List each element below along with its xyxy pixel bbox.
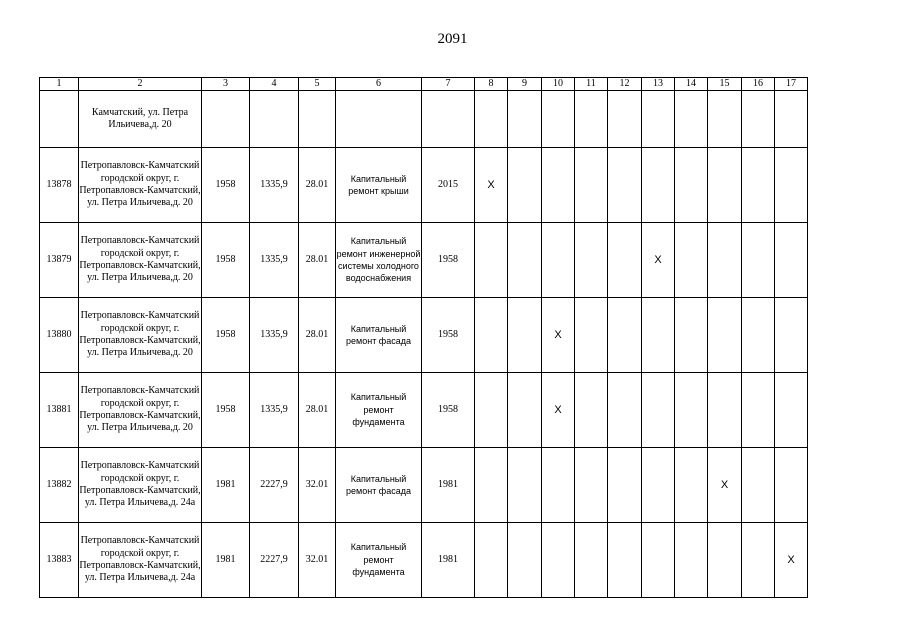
mark-cell bbox=[575, 448, 608, 523]
mark-cell bbox=[775, 298, 808, 373]
column-header: 2 bbox=[79, 78, 202, 91]
id-cell: 13881 bbox=[40, 373, 79, 448]
year-cell: 1958 bbox=[202, 223, 250, 298]
mark-cell bbox=[542, 448, 575, 523]
mark-cell bbox=[575, 298, 608, 373]
id-cell: 13883 bbox=[40, 523, 79, 598]
mark-cell: X bbox=[542, 298, 575, 373]
code-cell: 28.01 bbox=[299, 223, 336, 298]
mark-cell bbox=[742, 148, 775, 223]
table-row bbox=[40, 223, 808, 298]
id-cell: 13878 bbox=[40, 148, 79, 223]
mark-cell bbox=[742, 373, 775, 448]
mark-cell bbox=[708, 298, 742, 373]
mark-cell bbox=[475, 448, 508, 523]
mark-cell bbox=[575, 148, 608, 223]
address-cell: Петропавловск-Камчатский городской округ, г. Петропавловск-Камчатский, ул. Петра Ильичева,д. 24а bbox=[79, 523, 202, 598]
column-header: 12 bbox=[608, 78, 642, 91]
address-cell: Петропавловск-Камчатский городской округ, г. Петропавловск-Камчатский, ул. Петра Ильичева,д. 20 bbox=[79, 298, 202, 373]
year-cell: 1958 bbox=[202, 148, 250, 223]
plan-year-cell: 1981 bbox=[422, 448, 475, 523]
mark-cell bbox=[475, 298, 508, 373]
area-cell: 2227,9 bbox=[250, 523, 299, 598]
id-cell: 13882 bbox=[40, 448, 79, 523]
plan-year-cell: 1958 bbox=[422, 373, 475, 448]
area-cell: 2227,9 bbox=[250, 448, 299, 523]
mark-cell bbox=[608, 373, 642, 448]
area-cell: 1335,9 bbox=[250, 223, 299, 298]
mark-cell bbox=[742, 298, 775, 373]
column-header: 6 bbox=[336, 78, 422, 91]
mark-cell bbox=[775, 223, 808, 298]
column-header: 7 bbox=[422, 78, 475, 91]
mark-cell bbox=[675, 223, 708, 298]
year-cell: 1981 bbox=[202, 448, 250, 523]
table-row bbox=[40, 148, 808, 223]
mark-cell bbox=[608, 223, 642, 298]
mark-cell bbox=[742, 523, 775, 598]
mark-cell bbox=[675, 373, 708, 448]
mark-cell bbox=[542, 523, 575, 598]
continued-row bbox=[40, 91, 808, 148]
mark-cell bbox=[708, 523, 742, 598]
mark-cell bbox=[542, 148, 575, 223]
mark-cell bbox=[542, 223, 575, 298]
column-header: 15 bbox=[708, 78, 742, 91]
work-cell: Капитальный ремонт крыши bbox=[336, 148, 422, 223]
address-cell: Петропавловск-Камчатский городской округ, г. Петропавловск-Камчатский, ул. Петра Ильичева,д. 20 bbox=[79, 148, 202, 223]
mark-cell bbox=[508, 373, 542, 448]
mark-cell bbox=[508, 148, 542, 223]
plan-year-cell: 2015 bbox=[422, 148, 475, 223]
code-cell: 32.01 bbox=[299, 448, 336, 523]
code-cell: 28.01 bbox=[299, 373, 336, 448]
column-header: 3 bbox=[202, 78, 250, 91]
mark-cell bbox=[642, 448, 675, 523]
mark-cell bbox=[742, 448, 775, 523]
header-row bbox=[40, 78, 808, 91]
mark-cell bbox=[642, 523, 675, 598]
code-cell: 32.01 bbox=[299, 523, 336, 598]
column-header: 17 bbox=[775, 78, 808, 91]
address-cell: Петропавловск-Камчатский городской округ, г. Петропавловск-Камчатский, ул. Петра Ильичева,д. 24а bbox=[79, 448, 202, 523]
column-header: 11 bbox=[575, 78, 608, 91]
mark-cell bbox=[608, 298, 642, 373]
mark-cell bbox=[742, 223, 775, 298]
plan-year-cell: 1958 bbox=[422, 298, 475, 373]
id-cell: 13880 bbox=[40, 298, 79, 373]
column-header: 14 bbox=[675, 78, 708, 91]
mark-cell: X bbox=[642, 223, 675, 298]
mark-cell: X bbox=[475, 148, 508, 223]
table-row bbox=[40, 523, 808, 598]
table-row bbox=[40, 373, 808, 448]
plan-year-cell: 1981 bbox=[422, 523, 475, 598]
address-cell: Камчатский, ул. Петра Ильичева,д. 20 bbox=[79, 91, 202, 148]
work-cell: Капитальный ремонт фундамента bbox=[336, 373, 422, 448]
mark-cell: X bbox=[542, 373, 575, 448]
mark-cell bbox=[775, 373, 808, 448]
area-cell: 1335,9 bbox=[250, 298, 299, 373]
mark-cell bbox=[508, 223, 542, 298]
work-cell: Капитальный ремонт инженерной системы холодного водоснабжения bbox=[336, 223, 422, 298]
column-header: 9 bbox=[508, 78, 542, 91]
plan-year-cell: 1958 bbox=[422, 223, 475, 298]
mark-cell bbox=[675, 298, 708, 373]
page-number: 2091 bbox=[437, 31, 468, 47]
mark-cell bbox=[642, 373, 675, 448]
mark-cell bbox=[708, 223, 742, 298]
mark-cell bbox=[642, 298, 675, 373]
area-cell: 1335,9 bbox=[250, 373, 299, 448]
column-header: 4 bbox=[250, 78, 299, 91]
year-cell: 1958 bbox=[202, 373, 250, 448]
id-cell: 13879 bbox=[40, 223, 79, 298]
mark-cell bbox=[475, 523, 508, 598]
mark-cell: X bbox=[775, 523, 808, 598]
mark-cell bbox=[608, 148, 642, 223]
mark-cell bbox=[575, 223, 608, 298]
address-cell: Петропавловск-Камчатский городской округ, г. Петропавловск-Камчатский, ул. Петра Ильичева,д. 20 bbox=[79, 223, 202, 298]
code-cell: 28.01 bbox=[299, 148, 336, 223]
mark-cell bbox=[608, 448, 642, 523]
column-header: 16 bbox=[742, 78, 775, 91]
mark-cell bbox=[708, 148, 742, 223]
column-header: 13 bbox=[642, 78, 675, 91]
address-cell: Петропавловск-Камчатский городской округ, г. Петропавловск-Камчатский, ул. Петра Ильичева,д. 20 bbox=[79, 373, 202, 448]
mark-cell bbox=[775, 148, 808, 223]
code-cell: 28.01 bbox=[299, 298, 336, 373]
mark-cell bbox=[642, 148, 675, 223]
mark-cell bbox=[475, 223, 508, 298]
mark-cell bbox=[675, 148, 708, 223]
work-cell: Капитальный ремонт фундамента bbox=[336, 523, 422, 598]
table-row bbox=[40, 298, 808, 373]
mark-cell bbox=[608, 523, 642, 598]
mark-cell bbox=[775, 448, 808, 523]
mark-cell bbox=[475, 373, 508, 448]
mark-cell bbox=[675, 523, 708, 598]
mark-cell bbox=[575, 523, 608, 598]
year-cell: 1958 bbox=[202, 298, 250, 373]
mark-cell bbox=[508, 298, 542, 373]
area-cell: 1335,9 bbox=[250, 148, 299, 223]
mark-cell bbox=[675, 448, 708, 523]
repair-program-table bbox=[39, 77, 808, 598]
work-cell: Капитальный ремонт фасада bbox=[336, 298, 422, 373]
work-cell: Капитальный ремонт фасада bbox=[336, 448, 422, 523]
column-header: 5 bbox=[299, 78, 336, 91]
column-header: 8 bbox=[475, 78, 508, 91]
mark-cell: X bbox=[708, 448, 742, 523]
mark-cell bbox=[575, 373, 608, 448]
mark-cell bbox=[708, 373, 742, 448]
table-row bbox=[40, 448, 808, 523]
column-header: 1 bbox=[40, 78, 79, 91]
mark-cell bbox=[508, 448, 542, 523]
year-cell: 1981 bbox=[202, 523, 250, 598]
column-header: 10 bbox=[542, 78, 575, 91]
mark-cell bbox=[508, 523, 542, 598]
